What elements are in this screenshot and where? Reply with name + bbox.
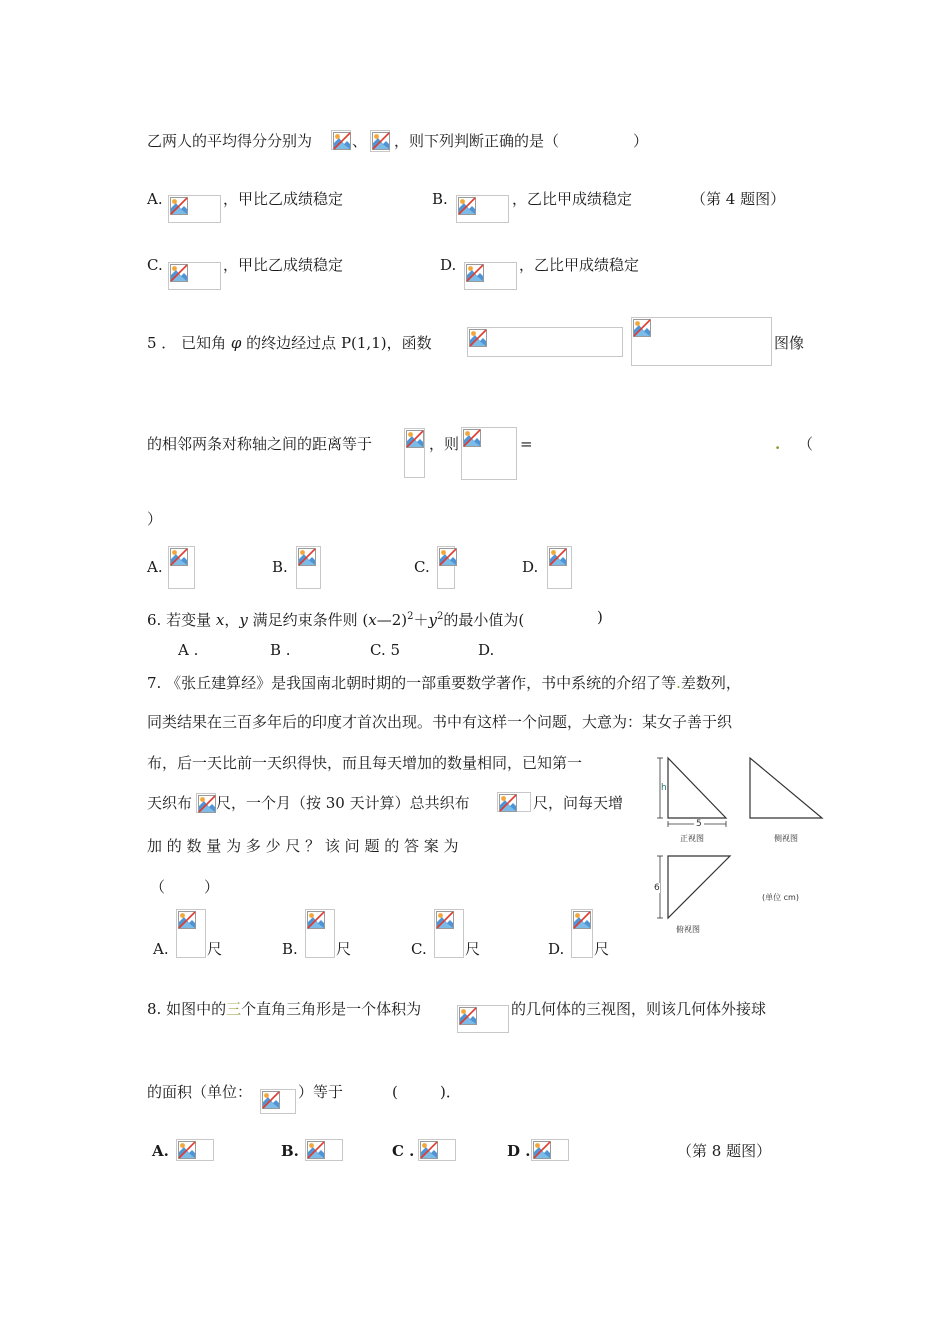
broken-image-icon — [333, 132, 351, 150]
q8-line1-text-c: 的几何体的三视图，则该几何体外接球 — [511, 1000, 767, 1018]
q4-option-a-label: A. — [147, 190, 163, 208]
math-image-placeholder — [464, 262, 517, 290]
broken-image-icon — [262, 1091, 280, 1109]
q4-line1-text-c: ） — [633, 132, 649, 150]
broken-image-icon — [170, 548, 188, 566]
math-image-placeholder — [531, 1139, 569, 1161]
math-image-placeholder — [631, 317, 772, 366]
q5-line1-text-c: 图像 — [774, 334, 805, 352]
q5-option-c-label: C. — [414, 558, 430, 576]
q6-var-y: y — [239, 611, 248, 629]
math-image-placeholder — [168, 262, 221, 290]
q6-text-d: 的最小值为( — [443, 611, 525, 629]
broken-image-icon — [198, 795, 216, 813]
q8-line1-dot: 三 — [226, 1000, 242, 1018]
q7-line5: 加 的 数 量 为 多 少 尺 ？ 该 问 题 的 答 案 为 — [147, 837, 459, 855]
q4-line1 — [147, 131, 312, 151]
q5-line1-text-a: 5 ． 已知角 — [147, 334, 227, 352]
q6-text-e: ) — [597, 608, 603, 626]
q6-sup-2: 2 — [407, 611, 414, 622]
broken-image-icon — [307, 911, 325, 929]
q4-option-d-label: D. — [440, 256, 457, 274]
q7-line6-close: ） — [204, 878, 220, 896]
q6-line1 — [147, 607, 524, 630]
q4-option-b-text: ，乙比甲成绩稳定 — [512, 190, 633, 208]
q8-figure-caption: （第 8 题图） — [677, 1142, 772, 1160]
math-image-placeholder — [456, 195, 509, 223]
q7-line1-text-a: 7. 《张丘建算经》是我国南北朝时期的一部重要数学著作，书中系统的介绍了等 — [147, 674, 677, 692]
broken-image-icon — [458, 197, 476, 215]
fig-unit-label: (单位 cm) — [762, 893, 799, 902]
q7-line1 — [147, 673, 741, 693]
broken-image-icon — [178, 1141, 196, 1159]
q7-option-d-label: D. — [548, 940, 565, 958]
math-image-placeholder — [305, 909, 335, 958]
q6-plus: ＋ — [413, 611, 429, 629]
fig-label-6: 6 — [654, 883, 660, 893]
q7-option-b-label: B. — [282, 940, 298, 958]
q7-line4-text-a: 天织布 — [147, 794, 193, 812]
math-image-placeholder — [196, 793, 216, 813]
q7-line6-open: （ — [150, 878, 166, 896]
math-image-placeholder — [467, 327, 623, 357]
q7-line4-text-b: 尺，一个月（按 30 天计算）总共织布 — [216, 794, 470, 812]
math-image-placeholder — [571, 909, 593, 958]
q6-option-a: A . — [178, 641, 199, 659]
three-view-drawing — [650, 752, 830, 942]
q4-option-b-label: B. — [432, 190, 448, 208]
broken-image-icon — [459, 1007, 477, 1025]
q4-option-c-label: C. — [147, 256, 163, 274]
q5-option-d-label: D. — [522, 558, 539, 576]
broken-image-icon — [298, 548, 316, 566]
q8-line2-text-b: ）等于 — [298, 1083, 344, 1101]
math-image-placeholder — [168, 195, 221, 223]
math-image-placeholder — [176, 909, 206, 958]
math-image-placeholder — [457, 1005, 509, 1033]
q8-option-d-label: D . — [507, 1142, 531, 1160]
three-view-figure — [650, 752, 830, 942]
q8-option-a-label: A. — [152, 1142, 169, 1160]
q8-line1-text-b: 个直角三角形是一个体积为 — [241, 1000, 422, 1018]
math-image-placeholder — [434, 909, 464, 958]
math-image-placeholder — [168, 546, 195, 589]
q5-option-b-label: B. — [272, 558, 288, 576]
q4-option-d-text: ，乙比甲成绩稳定 — [519, 256, 640, 274]
broken-image-icon — [307, 1141, 325, 1159]
q5-line2-equals: = — [520, 435, 533, 453]
q7-option-b-unit: 尺 — [336, 940, 352, 958]
q5-line2-paren: （ — [798, 435, 814, 453]
broken-image-icon — [469, 329, 487, 347]
broken-image-icon — [499, 794, 517, 812]
q5-line1-text-b: 的终边经过点 P(1,1)，函数 — [246, 334, 432, 352]
q5-line3-paren: ） — [147, 510, 163, 528]
broken-image-icon — [406, 430, 424, 448]
q7-option-c-label: C. — [411, 940, 427, 958]
broken-image-icon — [533, 1141, 551, 1159]
q7-line1-dot: . — [676, 674, 681, 692]
q8-option-c-label: C . — [392, 1142, 415, 1160]
q6-option-c: C. 5 — [370, 641, 401, 659]
broken-image-icon — [633, 319, 651, 337]
math-image-placeholder — [305, 1139, 343, 1161]
math-image-placeholder — [404, 428, 425, 478]
q4-line1-text-b: ，则下列判断正确的是（ — [394, 132, 560, 150]
fig-side-view-label: 侧视图 — [774, 834, 798, 843]
math-image-placeholder — [260, 1089, 296, 1114]
q4-sep: 、 — [352, 132, 368, 150]
q5-phi: φ — [230, 334, 242, 352]
q6-option-b: B . — [270, 641, 291, 659]
q8-line1 — [147, 999, 421, 1019]
fig-label-5: 5 — [696, 819, 702, 829]
q8-line2-open: ( — [392, 1083, 398, 1101]
q6-comma: ， — [224, 611, 240, 629]
broken-image-icon — [436, 911, 454, 929]
side-view-triangle — [750, 758, 822, 818]
broken-image-icon — [573, 911, 591, 929]
broken-image-icon — [178, 911, 196, 929]
q4-option-a-text: ，甲比乙成绩稳定 — [223, 190, 344, 208]
math-image-placeholder — [418, 1139, 456, 1161]
math-image-placeholder — [547, 546, 572, 589]
fig-top-view-label: 俯视图 — [676, 925, 700, 934]
q8-line2-close: )． — [440, 1083, 461, 1101]
q7-line1-text-b: 差数列， — [680, 674, 741, 692]
q6-var-y2: y — [428, 611, 437, 629]
math-image-placeholder — [176, 1139, 214, 1161]
q7-option-c-unit: 尺 — [465, 940, 481, 958]
q5-line2-text-a: 的相邻两条对称轴之间的距离等于 — [147, 435, 373, 453]
q6-text-c: —2) — [376, 611, 408, 629]
q7-option-a-label: A. — [153, 940, 169, 958]
q6-var-x: x — [215, 611, 225, 629]
q6-text-a: 6. 若变量 — [147, 611, 212, 629]
q7-option-a-unit: 尺 — [207, 940, 223, 958]
q7-option-d-unit: 尺 — [594, 940, 610, 958]
broken-image-icon — [372, 132, 390, 150]
q8-line1-text-a: 8. 如图中的 — [147, 1000, 227, 1018]
fig-front-view-label: 正视图 — [680, 834, 704, 843]
fig-label-h: h — [661, 783, 667, 793]
math-image-placeholder — [497, 792, 531, 812]
front-view-triangle — [668, 758, 726, 818]
q4-option-c-text: ，甲比乙成绩稳定 — [223, 256, 344, 274]
broken-image-icon — [420, 1141, 438, 1159]
broken-image-icon — [439, 548, 457, 566]
q6-option-d: D. — [478, 641, 495, 659]
broken-image-icon — [170, 264, 188, 282]
q7-line2: 同类结果在三百多年后的印度才首次出现。书中有这样一个问题，大意为：某女子善于织 — [147, 713, 733, 731]
math-image-placeholder — [331, 130, 351, 150]
q6-text-b: 满足约束条件则 ( — [252, 611, 369, 629]
broken-image-icon — [549, 548, 567, 566]
q7-line3: 布，后一天比前一天织得快，而且每天增加的数量相同，已知第一 — [147, 754, 583, 772]
q5-line2-dot: . — [775, 435, 781, 453]
q5-option-a-label: A. — [147, 558, 163, 576]
math-image-placeholder — [461, 427, 517, 480]
math-image-placeholder — [437, 546, 455, 589]
math-image-placeholder — [370, 130, 390, 152]
broken-image-icon — [170, 197, 188, 215]
q4-figure-caption: （第 4 题图） — [691, 190, 786, 208]
math-image-placeholder — [296, 546, 321, 589]
q5-line2-text-b: ，则 — [429, 435, 460, 453]
q7-line4-text-c: 尺，问每天增 — [533, 794, 624, 812]
top-view-triangle — [668, 856, 730, 918]
broken-image-icon — [463, 429, 481, 447]
q8-option-b-label: B. — [281, 1142, 299, 1160]
q6-sup-2b: 2 — [437, 611, 444, 622]
q4-line1-text-a: 乙两人的平均得分分别为 — [147, 132, 313, 150]
broken-image-icon — [466, 264, 484, 282]
q6-var-x2: x — [368, 611, 377, 629]
q8-line2-text-a: 的面积（单位： — [147, 1083, 253, 1101]
q5-line1 — [147, 333, 432, 353]
